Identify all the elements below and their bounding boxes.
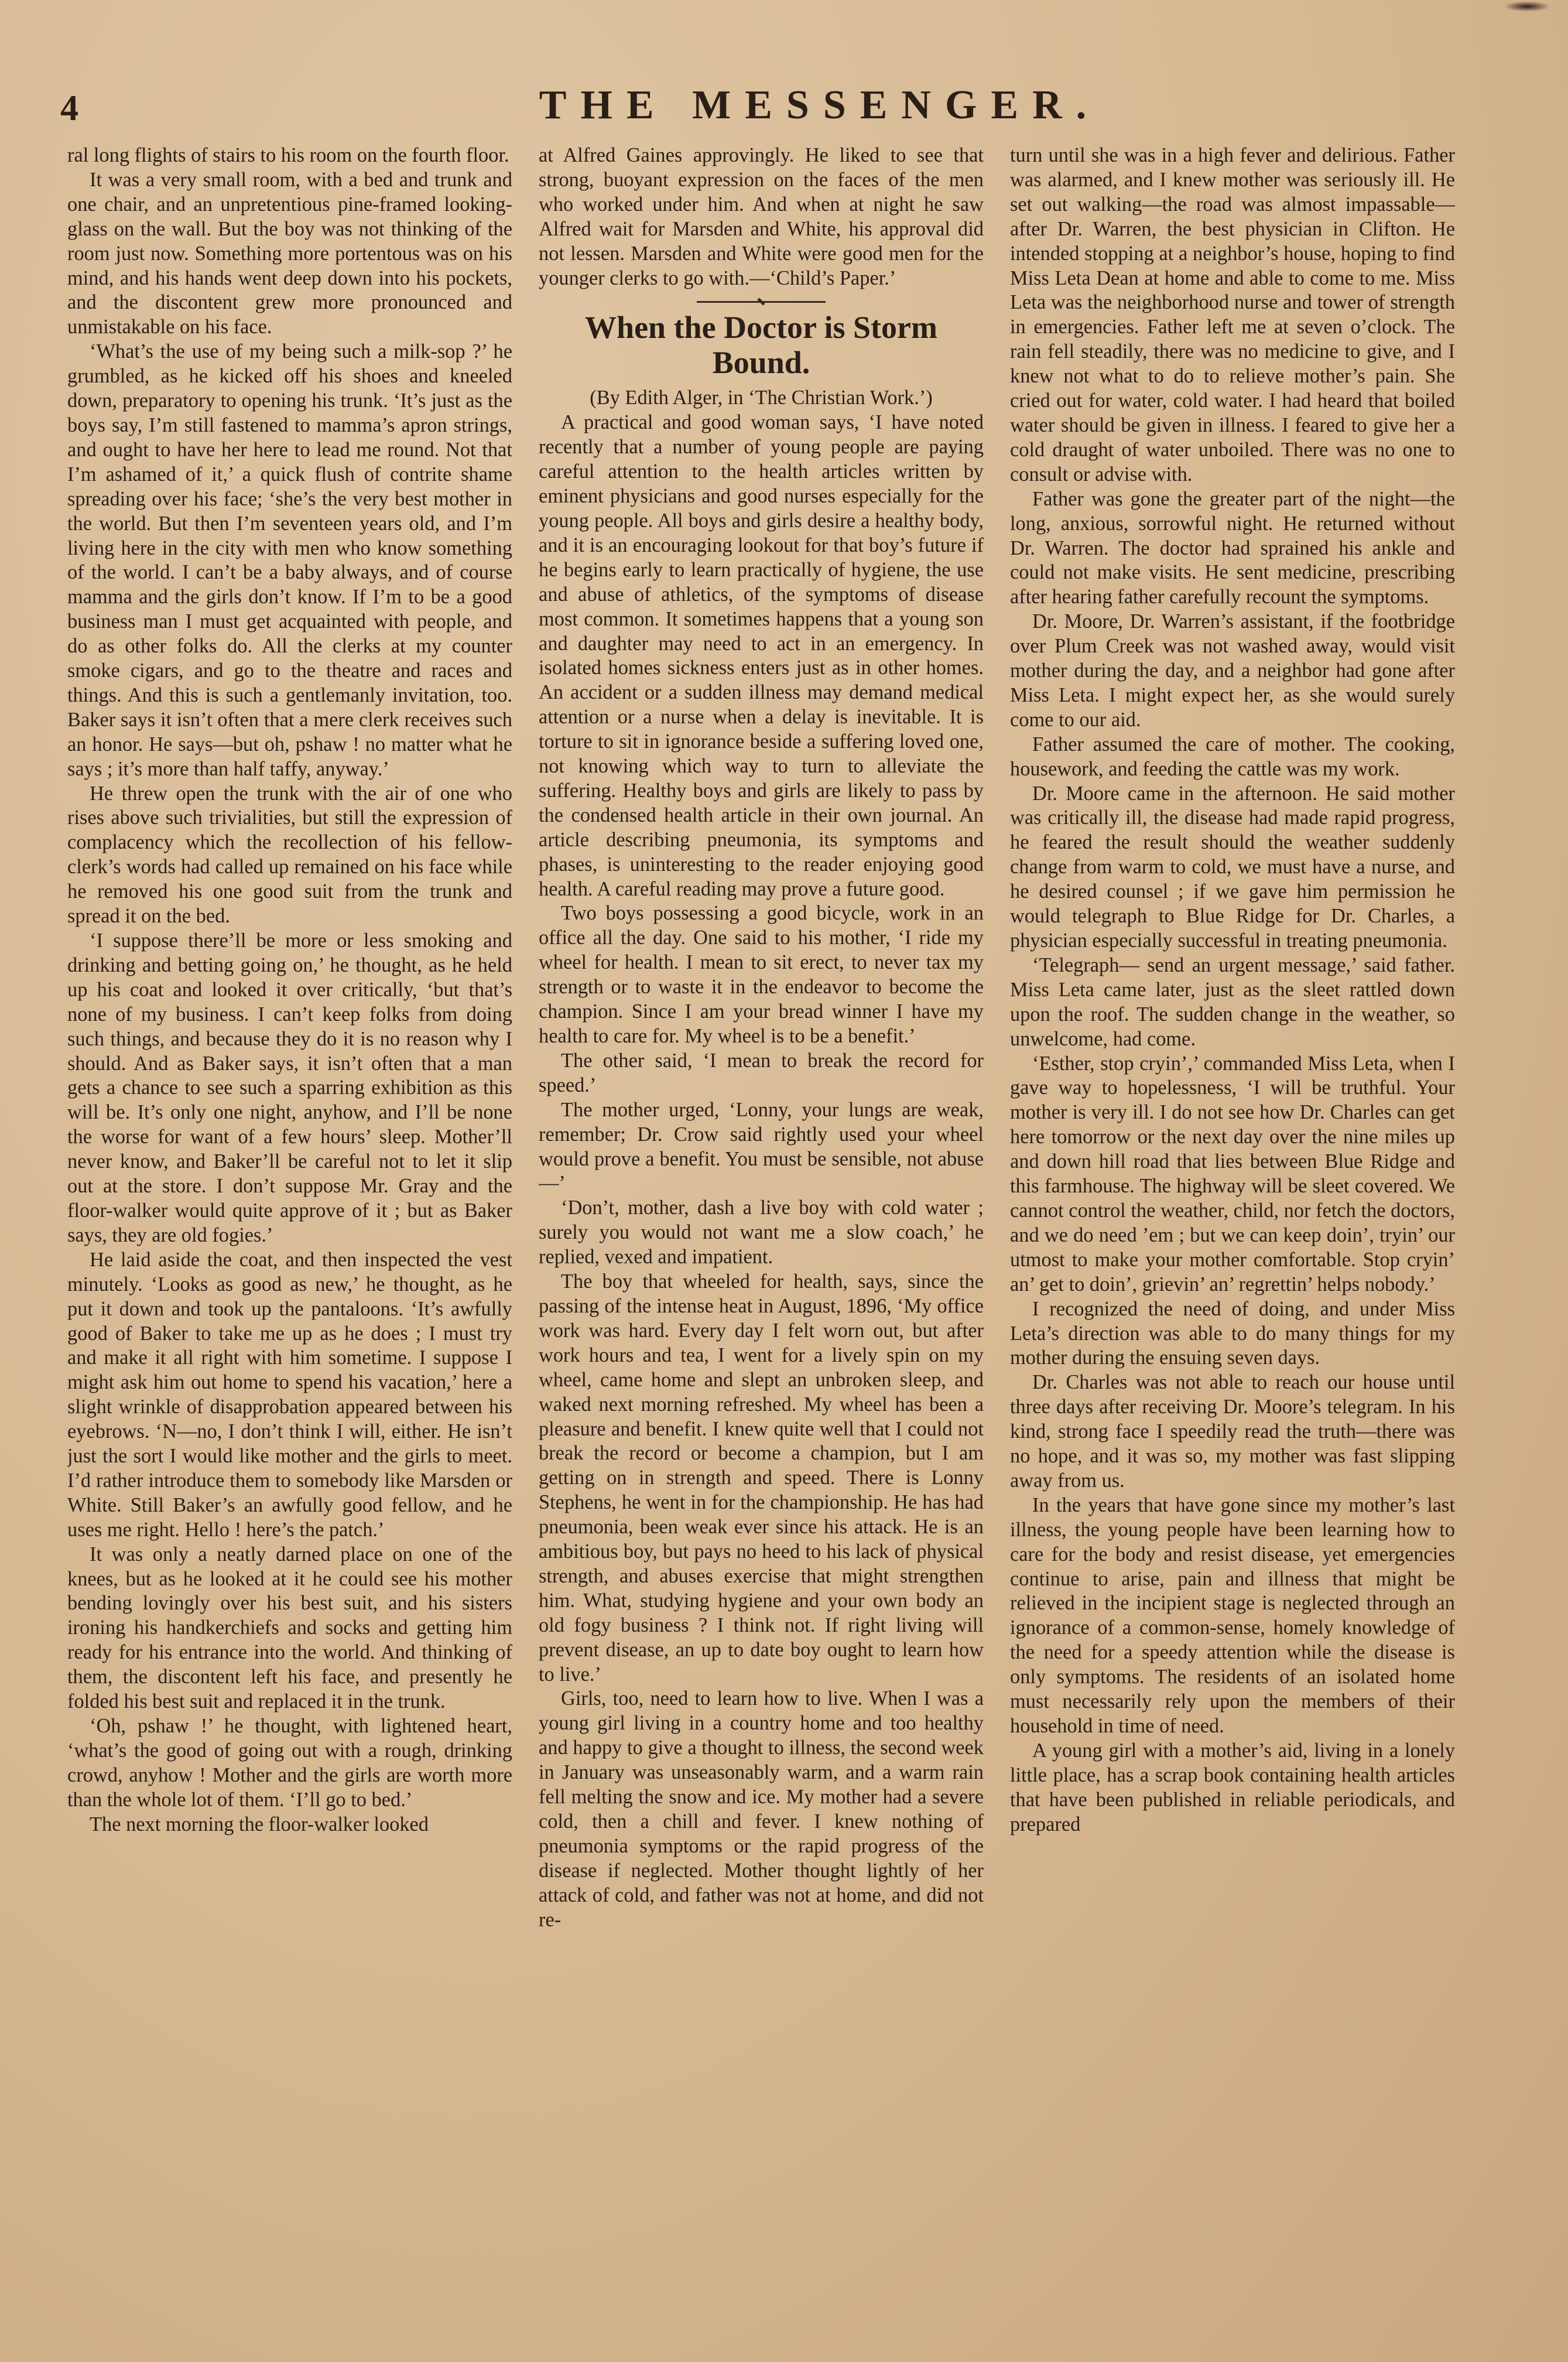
paragraph: It was a very small room, with a bed and trunk and one chair, and an unpretentious pine-framed looking-glass on the wall. But the boy was not thinking of the room just now. Something more portentous was on his mind, and his hands went deep down into his pockets, and the discontent grew more pronounced and unmistakable on his face. [67, 168, 512, 339]
paragraph: He threw open the trunk with the air of one who rises above such trivialities, but still the expression of complacency which the recollection of his fellow-clerk’s words had called up remained on his face while he removed his one good suit from the trunk and spread it on the bed. [67, 782, 512, 928]
paragraph: turn until she was in a high fever and delirious. Father was alarmed, and I knew mother was seriously ill. He set out walking—the road was almost impassable—after Dr. Warren, the best physician in Clifton. He intended stopping at a neighbor’s house, hoping to find Miss Leta Dean at home and able to come to me. Miss Leta was the neighborhood nurse and tower of strength in emergencies. Father left me at seven o’clock. The rain fell steadily, there was no medicine to give, and I knew not what to do to relieve mother’s pain. She cried out for water, cold water. I had heard that boiled water should be given in illness. I feared to give her a cold draught of water unboiled. There was no one to consult or advise with. [1010, 144, 1455, 486]
paragraph: ral long flights of stairs to his room on the fourth floor. [67, 144, 509, 166]
article-title: When the Doctor is Storm Bound. [585, 310, 937, 381]
paragraph: The next morning the floor-walker looked [90, 1813, 429, 1835]
column-1 [67, 143, 512, 2334]
paragraph: In the years that have gone since my mother’s last illness, the young people have been learning how to care for the body and resist disease, yet emergencies continue to arise, pain and illness that might be relieved in the incipient stage is neglected through an ignorance of a common-sense, homely knowledge of the need for a speedy attention while the disease is only symptoms. The residents of an isolated home must necessarily rely upon the members of their household in time of need. [1010, 1493, 1455, 1737]
paragraph: at Alfred Gaines approvingly. He liked to see that strong, buoyant expression on the faces of the men who worked under him. And when at night he saw Alfred wait for Marsden and White, his approval did not lessen. Marsden and White were good men for the younger clerks to go with.—‘Child’s Paper.’ [539, 144, 984, 289]
paragraph: A practical and good woman says, ‘I have noted recently that a number of young people are paying careful attention to the health articles written by eminent physicians and good nurses especially for the young people. All boys and girls desire a healthy body, and it is an encouraging lookout for that boy’s future if he begins early to learn practically of hygiene, the use and abuse of athletics, of the symptoms of disease most common. It sometimes happens that a young son and daughter may need to act in an emergency. In isolated homes sickness enters just as in other homes. An accident or a sudden illness may demand medical attention or a nurse when a delay is inevitable. It is torture to sit in ignorance beside a suffering loved one, not knowing which way to turn to alleviate the suffering. Healthy boys and girls are likely to pass by the condensed health article in their own journal. An article describing pneumonia, its symptoms and phases, is uninteresting to the reader enjoying good health. A careful reading may prove a future good. [539, 411, 984, 900]
paragraph: He laid aside the coat, and then inspected the vest minutely. ‘Looks as good as new,’ he thought, as he put it down and took up the pantaloons. ‘It’s awfully good of Baker to take me up as he does ; I must try and make it all right with him sometime. I suppose I might ask him out home to spend his vacation,’ here a slight wrinkle of disapprobation appeared between his eyebrows. ‘N—no, I don’t think I will, either. He isn’t just the sort I would like mother and the girls to meet. I’d rather introduce them to somebody like Marsden or White. Still Baker’s an awfully good fellow, and he uses me right. Hello ! here’s the patch.’ [67, 1248, 512, 1541]
paragraph: ‘What’s the use of my being such a milk-sop ?’ he grumbled, as he kicked off his shoes and kneeled down, preparatory to opening his trunk. ‘It’s just as the boys say, I’m still fastened to mamma’s apron strings, and ought to have her here to lead me round. Not that I’m ashamed of it,’ a quick flush of contrite shame spreading over his face; ‘she’s the very best mother in the world. But then I’m seventeen years old, and I’m living here in the city with men who know something of the world. I can’t be a baby always, and of course mamma and the girls don’t know. If I’m to be a good business man I must get acquainted with people, and do as other folks do. All the clerks at my counter smoke cigars, and go to the theatre and races and things. And this is such a gentlemanly invitation, too. Baker says it isn’t often that a mere clerk receives such an honor. He says—but oh, pshaw ! no matter what he says ; it’s more than half taffy, anyway.’ [67, 340, 512, 780]
masthead-title: THE MESSENGER. [539, 83, 1101, 128]
paragraph: Dr. Charles was not able to reach our house until three days after receiving Dr. Moore’s telegram. In his kind, strong face I speedily read the truth—there was no hope, and it was so, my mother was fast slipping away from us. [1010, 1371, 1455, 1492]
paragraph: Father assumed the care of mother. The cooking, housework, and feeding the cattle was my work. [1010, 733, 1455, 780]
paragraph: The other said, ‘I mean to break the record for speed.’ [539, 1049, 984, 1096]
paragraph: ‘I suppose there’ll be more or less smoking and drinking and betting going on,’ he thought, as he held up his coat and looked it over critically, ‘but that’s none of my business. I can’t keep folks from doing such things, and because they do it is no reason why I should. And as Baker says, it isn’t often that a man gets a chance to see such a sparring exhibition as this will be. It’s only one night, anyhow, and I’ll be none the worse for want of a few hours’ sleep. Mother’ll never know, and Baker’ll be careful not to let it slip out at the store. I don’t suppose Mr. Gray and the floor-walker would quite approve of it ; but as Baker says, they are old fogies.’ [67, 929, 512, 1246]
column-2 [539, 143, 984, 2334]
paragraph: Two boys possessing a good bicycle, work in an office all the day. One said to his mother, ‘I ride my wheel for health. I mean to sit erect, to never tax my strength or to waste it in the endeavor to become the champion. Since I am your bread winner I have my health to care for. My wheel is to be a benefit.’ [539, 902, 984, 1047]
paragraph: Father was gone the greater part of the night—the long, anxious, sorrowful night. He returned without Dr. Warren. The doctor had sprained his ankle and could not make visits. He sent medicine, prescribing after hearing father carefully recount the symptoms. [1010, 487, 1455, 609]
paragraph: A young girl with a mother’s aid, living in a lonely little place, has a scrap book containing health articles that have been published in reliable periodicals, and prepared [1010, 1739, 1455, 1835]
article-columns [67, 143, 1461, 2334]
paragraph: Dr. Moore came in the afternoon. He said mother was critically ill, the disease had made rapid progress, he feared the result should the weather suddenly change from warm to cold, we must have a nurse, and he desired counsel ; if we gave him permission he would telegraph to Blue Ridge for Dr. Charles, a physician especially successful in treating pneumonia. [1010, 782, 1455, 952]
column-3 [1010, 143, 1455, 2334]
page-number: 4 [60, 88, 78, 128]
article-divider [697, 301, 826, 303]
paragraph: ‘Telegraph— send an urgent message,’ said father. Miss Leta came later, just as the sleet rattled down upon the roof. The sudden change in the weather, so unwelcome, had come. [1010, 953, 1455, 1050]
paragraph: It was only a neatly darned place on one of the knees, but as he looked at it he could see his mother bending lovingly over his best suit, and his sisters ironing his handkerchiefs and socks and getting him ready for his entrance into the world. And thinking of them, the discontent left his face, and presently he folded his best suit and replaced it in the trunk. [67, 1543, 512, 1713]
article-byline: (By Edith Alger, in ‘The Christian Work.’) [590, 387, 933, 409]
paragraph: ‘Don’t, mother, dash a live boy with cold water ; surely you would not want me a slow coach,’ he replied, vexed and impatient. [539, 1197, 984, 1269]
paragraph: The mother urged, ‘Lonny, your lungs are weak, remember; Dr. Crow said rightly used your wheel would prove a benefit. You must be sensible, not abuse—’ [539, 1098, 984, 1195]
scan-smudge [1504, 1, 1550, 12]
paragraph: The boy that wheeled for health, says, since the passing of the intense heat in August, 1896, ‘My office work was hard. Every day I felt worn out, but after work hours and tea, I went for a lively spin on my wheel, came home and slept an unbroken sleep, and waked next morning refreshed. My wheel has been a pleasure and benefit. I knew quite well that I could not break the record or become a champion, but I am getting on in strength and speed. There is Lonny Stephens, he went in for the championship. He has had pneumonia, been weak ever since his attack. He is an ambitious boy, but pays no heed to his lack of physical strength, and abuses exercise that might strengthen him. What, studying hygiene and your own body an old fogy business ? I think not. If right living will prevent disease, an up to date boy ought to learn how to live.’ [539, 1270, 984, 1686]
paragraph: Girls, too, need to learn how to live. When I was a young girl living in a country home and too healthy and happy to give a thought to illness, the second week in January was unseasonably warm, and a warm rain fell melting the snow and ice. My mother had a severe cold, then a chill and fever. I knew nothing of pneumonia symptoms or the rapid progress of the disease if neglected. Mother thought lightly of her attack of cold, and father was not at home, and did not re- [539, 1687, 984, 1931]
paragraph: Dr. Moore, Dr. Warren’s assistant, if the footbridge over Plum Creek was not washed away, would visit mother during the day, and a neighbor had gone after Miss Leta. I might expect her, as she would surely come to our aid. [1010, 610, 1455, 731]
paragraph: ‘Oh, pshaw !’ he thought, with lightened heart, ‘what’s the good of going out with a rough, drinking crowd, anyhow ! Mother and the girls are worth more than the whole lot of them. ‘I’ll go to bed.’ [67, 1715, 512, 1811]
paragraph: ‘Esther, stop cryin’,’ commanded Miss Leta, when I gave way to hopelessness, ‘I will be truthful. Your mother is very ill. I do not see how Dr. Charles can get here tomorrow or the next day over the nine miles up and down hill road that lies between Blue Ridge and this farmhouse. The highway will be sleet covered. We cannot control the weather, child, nor fetch the doctors, and we do need ’em ; but we can keep doin’, tryin’ our utmost to make your mother comfortable. Stop cryin’ an’ get to doin’, grievin’ an’ regrettin’ helps nobody.’ [1010, 1052, 1455, 1295]
paragraph: I recognized the need of doing, and under Miss Leta’s direction was able to do many things for my mother during the ensuing seven days. [1010, 1297, 1455, 1369]
